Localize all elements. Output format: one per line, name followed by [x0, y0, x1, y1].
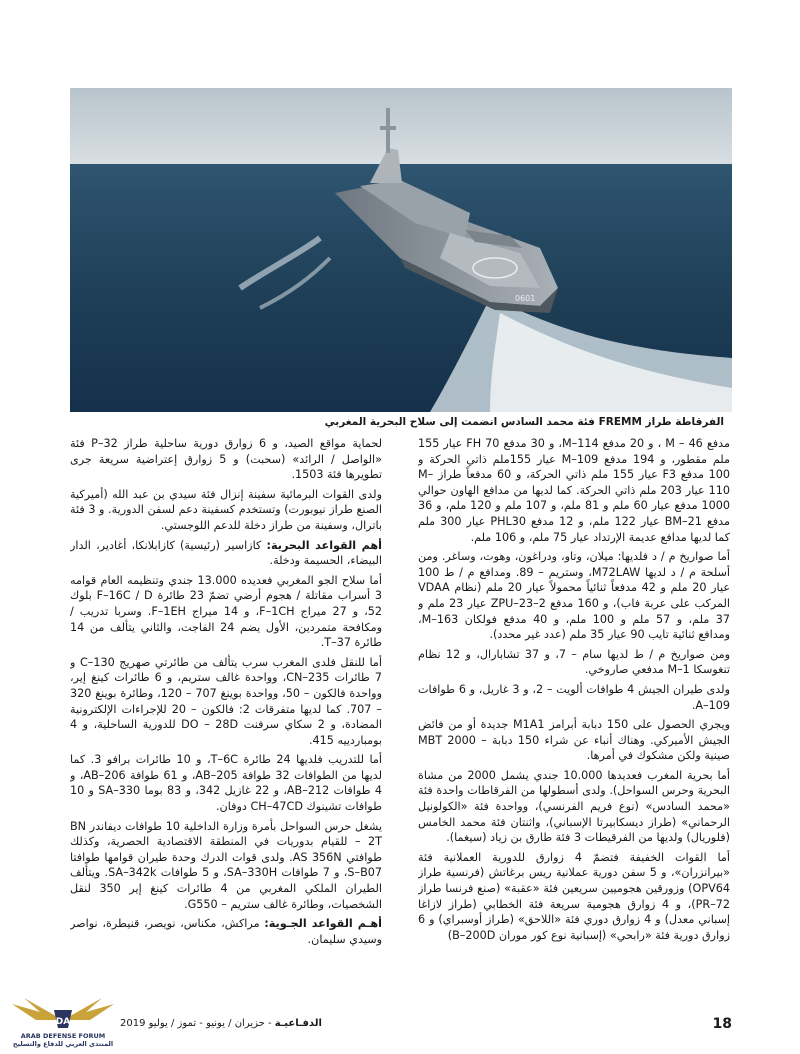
eagle-wings-icon: [4, 990, 122, 1032]
paragraph: ولدى طيران الجيش 4 طوافات ألويت – 2، و 3 غاريل، و 6 طوافات A–109.: [418, 682, 730, 712]
paragraph-text: مراكش، مكناس، نويصر، قنيطرة، نواصر وسيدي سليمان.: [70, 917, 382, 946]
logo-initials: DA: [55, 1017, 71, 1027]
paragraph: أما للنقل فلدى المغرب سرب يتألف من طائرتي صهريج C–130 و 7 طائرات CN–235، وواحدة غالف ستريم، و 6 طائرات كينغ إير، وواحدة فالكون – 50، وواحدة بوينغ 707 – 120، وطائرة بوينغ 320 – 707. كما لديها متفرقات 2: فالكون – 20 للإجراءات الإلكترونية المضادة، و 2 سكاي سرفنت DO – 28D للدورية الساحلية، و 4 بومباردييه 415.: [70, 655, 382, 747]
logo-name-en: ARAB DEFENSE FORUM: [20, 1032, 106, 1040]
frigate-photo: [70, 88, 732, 412]
arab-defense-forum-logo: [4, 990, 122, 1052]
page-footer: [70, 1014, 732, 1034]
journal-name: الدفـاعيـة: [274, 1018, 322, 1029]
paragraph-text: كازاسير (رئيسية) كازابلانكا، أغادير، الدار البيضاء، الحسيمة ودخلة.: [70, 538, 382, 568]
frigate-illustration: [70, 88, 732, 412]
paragraph: يشغل حرس السواحل بأمرة وزارة الداخلية 10 طوافات ديفاندر BN – 2T للقيام بدوريات في المنطقة الاقتصادية الحصرية، وكذلك طوافتي AS 356N. ولدى قوات الدرك وحدة طيران قوامها طوافتا S–B07، و 7 طوافات SA–330H، و 5 طوافات SA–342k. ويتألف الطيران الملكي المغربي من 4 طائرات كينغ إير 350 لنقل الشخصيات، وطائرة غالف ستريم – G550.: [70, 819, 382, 911]
issue-date: - حزيران / يونيو - تموز / يوليو 2019: [120, 1018, 275, 1029]
paragraph: أما صواريخ م / د فلديها: ميلان، وتاو، ودراغون، وهوت، وساغر. ومن أسلحة م / د لديها M72LAW، وستريم – 89. ومدافع م / ط 100 عيار 20 ملم و 42 مدفعاً ثنائياً محمولاً عيار 20 ملم (نظام VDAA المركب على عربة فاب)، و 160 مدفع ZPU–23–2 عيار 23 ملم و 37 ملم، و 57 ملم و 100 ملم، و 40 مدفع فولكان M–163، ومدافع ثنائية تايب 90 عيار 35 ملم (عدد غير محدد).: [418, 550, 730, 642]
section-heading: أهم القواعد البحرية:: [266, 538, 382, 552]
paragraph: ولدى القوات البرمائية سفينة إنزال فئة سيدي بن عبد الله (أميركية الصنع طراز نيوبورت) وتستخدم كسفينة دعم لسفن الدورية. و 3 فئة باترال، وسفينة من طراز دخلة للدعم اللوجستي.: [70, 487, 382, 532]
paragraph: [70, 916, 382, 947]
article-column-right: [418, 436, 730, 1004]
paragraph: [70, 538, 382, 569]
logo-text: [4, 1032, 122, 1048]
section-heading: أهـم القواعد الجـوية:: [264, 917, 382, 931]
paragraph: لحماية مواقع الصيد، و 6 زوارق دورية ساحلية طراز P–32 فئة «الواصل / الرائد» (سحبت) و 5 زوارق إعتراضية سريعة جرى تطويرها فئة 1503.: [70, 437, 382, 482]
paragraph: أما للتدريب فلديها 24 طائرة T–6C، و 10 طائرات برافو 3. كما لديها من الطوافات 32 طوافة AB–205، و 61 طوافة AB–206، و 4 طوافات AB–212، و 22 غازيل 342، و 83 بوما SA–330 و 10 طوافات تشينوك CH–47CD دوفان.: [70, 753, 382, 814]
paragraph: ومن صواريخ م / ط لديها سام – 7، و 37 تشابارال، و 12 نظام تنغوسكا M–1 مدفعي صاروخي.: [418, 647, 730, 677]
paragraph: مدفع M – 46 ، و 20 مدفع M–114، و 30 مدفع FH 70 عيار 155 ملم مقطور، و 194 مدفع M–109 عيار 155ملم ذاتي الحركة و 100 مدفع F3 عيار 155 ملم ذاتي الحركة، و 60 مدفعاً طراز M–110 عيار 203 ملم ذاتي الحركة. كما لديها من مدافع الهاون حوالي 1000 مدفع عيار 60 ملم و 81 ملم، و 107 ملم و 120 ملم، و 36 مدفع BM–21 عيار 122 ملم، و 12 مدفع PHL30 عيار 300 ملم كما لديها مدافع عديمة الإرتداد عيار 75 ملم، و 106 ملم.: [418, 437, 730, 544]
paragraph: أما سلاح الجو المغربي فعديده 13.000 جندي وتنظيمه العام قوامه 3 أسراب مقاتلة / هجوم أرضي تضمّ 23 طائرة F–16C / D بلوك 52، و 27 ميراج F–1CH، و 14 ميراج F–1EH. وسربا تدريب / ومكافحة متمردين، الأول يضم 24 الفاجت، والثاني يتألف من 14 طائرة T–37.: [70, 573, 382, 650]
journal-issue: [120, 1018, 322, 1029]
paragraph: ويجري الحصول على 150 دبابة أبرامز M1A1 جديدة أو من فائض الجيش الأميركي. وهناك أنباء عن شراء 150 دبابة – MBT 2000 صينية ولكن مشكوك في أمرها.: [418, 718, 730, 763]
hull-number: 0601: [515, 294, 536, 303]
article-column-left: [70, 436, 382, 1004]
page-number: 18: [712, 1016, 732, 1032]
logo-name-ar: المنتدى العربي للدفاع والتسليح: [12, 1040, 114, 1048]
photo-caption: الفرقاطة طراز FREMM فئة محمد السادس انضمت إلى سلاح البحرية المغربي: [324, 416, 724, 428]
paragraph: أما بحرية المغرب فعديدها 10.000 جندي يشمل 2000 من مشاة البحرية وحرس السواحل). ولدى أسطولها من الفرقاطات واحدة فئة «محمد السادس» (نوع فريم الفرنسي)، وواحدة فئة «الكولونيل الرحماني» (طراز ديسكابيرتا الإسباني)، واثنتان فئة محمد الخامس (فلوريال) ولديها من الفرقيطات 3 فئة طارق بن زياد (سيغما).: [418, 768, 730, 845]
paragraph: أما القوات الخفيفة فتضمّ 4 زوارق للدورية العملانية فئة «بيرانزران»، و 5 سفن دورية عملانية ريس برغاتش (فرنسية طراز OPV64) وزورقين هجوميين سريعين فئة «عقبة» (صنع فرنسا طراز PR–72)، و 4 زوارق هجومية سريعة فئة الخطابي (طراز لازاغا إسباني معدل) و 4 زوارق دوري فئة «اللاحق» (طراز أوسبراي) و 6 زوارق دورية فئة «رابحي» (إسبانية نوع كور موران B–200D): [418, 850, 730, 942]
